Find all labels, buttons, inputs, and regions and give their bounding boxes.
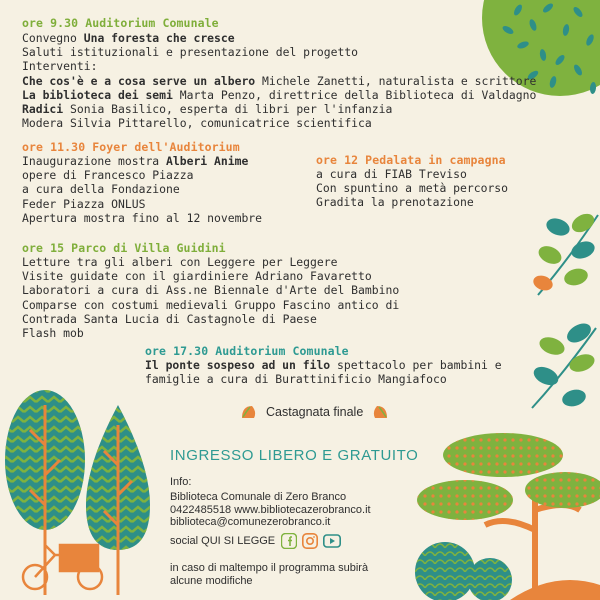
cargo-bike-illustration — [23, 545, 102, 589]
info-phone-web[interactable]: 0422485518 www.bibliotecazerobranco.it — [170, 503, 371, 516]
trees-bottom-right-illustration — [405, 420, 600, 600]
chestnut-icon — [240, 404, 258, 420]
block3-body: a cura di FIAB Treviso Con spuntino a metà percorso Gradita la prenotazione — [316, 167, 509, 210]
block2-heading: ore 11.30 Foyer dell'Auditorium — [22, 140, 240, 154]
spettacolo-title: Il ponte sospeso ad un filo — [145, 358, 331, 372]
facebook-icon[interactable] — [281, 533, 297, 549]
block3-heading: ore 12 Pedalata in campagna — [316, 153, 506, 167]
info-label: Info: — [170, 476, 192, 488]
social-row — [170, 533, 341, 549]
convegno-title: Una foresta che cresce — [83, 31, 235, 45]
maltempo-note: in caso di maltempo il programma subirà alcune modifiche — [170, 562, 369, 587]
leaf-branch-lower-illustration — [524, 318, 600, 413]
trees-bottom-left-illustration — [0, 385, 170, 600]
chestnut-icon — [371, 404, 389, 420]
youtube-icon[interactable] — [323, 533, 341, 549]
info-email[interactable]: biblioteca@comunezerobranco.it — [170, 516, 331, 529]
info-library: Biblioteca Comunale di Zero Branco — [170, 490, 347, 503]
block5-body: Il ponte sospeso ad un filo spettacolo per bambini e famiglie a cura di Burattinificio Mangiafoco — [145, 358, 502, 387]
mostra-title: Alberi Anime — [166, 154, 249, 168]
block4-body: Letture tra gli alberi con Leggere per Leggere Visite guidate con il giardiniere Adriano Favaretto Laboratori a cura di Ass.ne Biennale d'Arte del Bambino Comparse con costumi medievali Gruppo Fascino antico di Contrada Santa Lucia di Castagnole di Paese Flash mob — [22, 255, 400, 341]
instagram-icon[interactable] — [302, 533, 318, 549]
leaf-branch-illustration — [528, 205, 600, 300]
block1-heading: ore 9.30 Auditorium Comunale — [22, 16, 219, 30]
block1-body: Convegno Una foresta che cresce Saluti istituzionali e presentazione del progetto Interventi: Che cos'è e a cosa serve un albero Michele Zanetti, naturalista e scrittore La biblioteca dei semi Marta Penzo, direttrice della Biblioteca di Valdagno Radici Sonia Basilico, esperta di libri per l'infanzia Modera Silvia Pittarello, comunicatrice scientifica — [22, 31, 537, 131]
social-label: social QUI SI LEGGE — [170, 535, 276, 547]
castagnata-label: Castagnata finale — [266, 405, 364, 419]
ingresso-banner: INGRESSO LIBERO E GRATUITO — [170, 447, 419, 464]
castagnata-row — [240, 404, 389, 420]
block5-heading: ore 17.30 Auditorium Comunale — [145, 344, 349, 358]
info-block — [170, 476, 371, 529]
block2-body: Inaugurazione mostra Alberi Anime opere di Francesco Piazza a cura della Fondazione Feder Piazza ONLUS Apertura mostra fino al 12 novembre — [22, 154, 263, 225]
block4-heading: ore 15 Parco di Villa Guidini — [22, 241, 226, 255]
